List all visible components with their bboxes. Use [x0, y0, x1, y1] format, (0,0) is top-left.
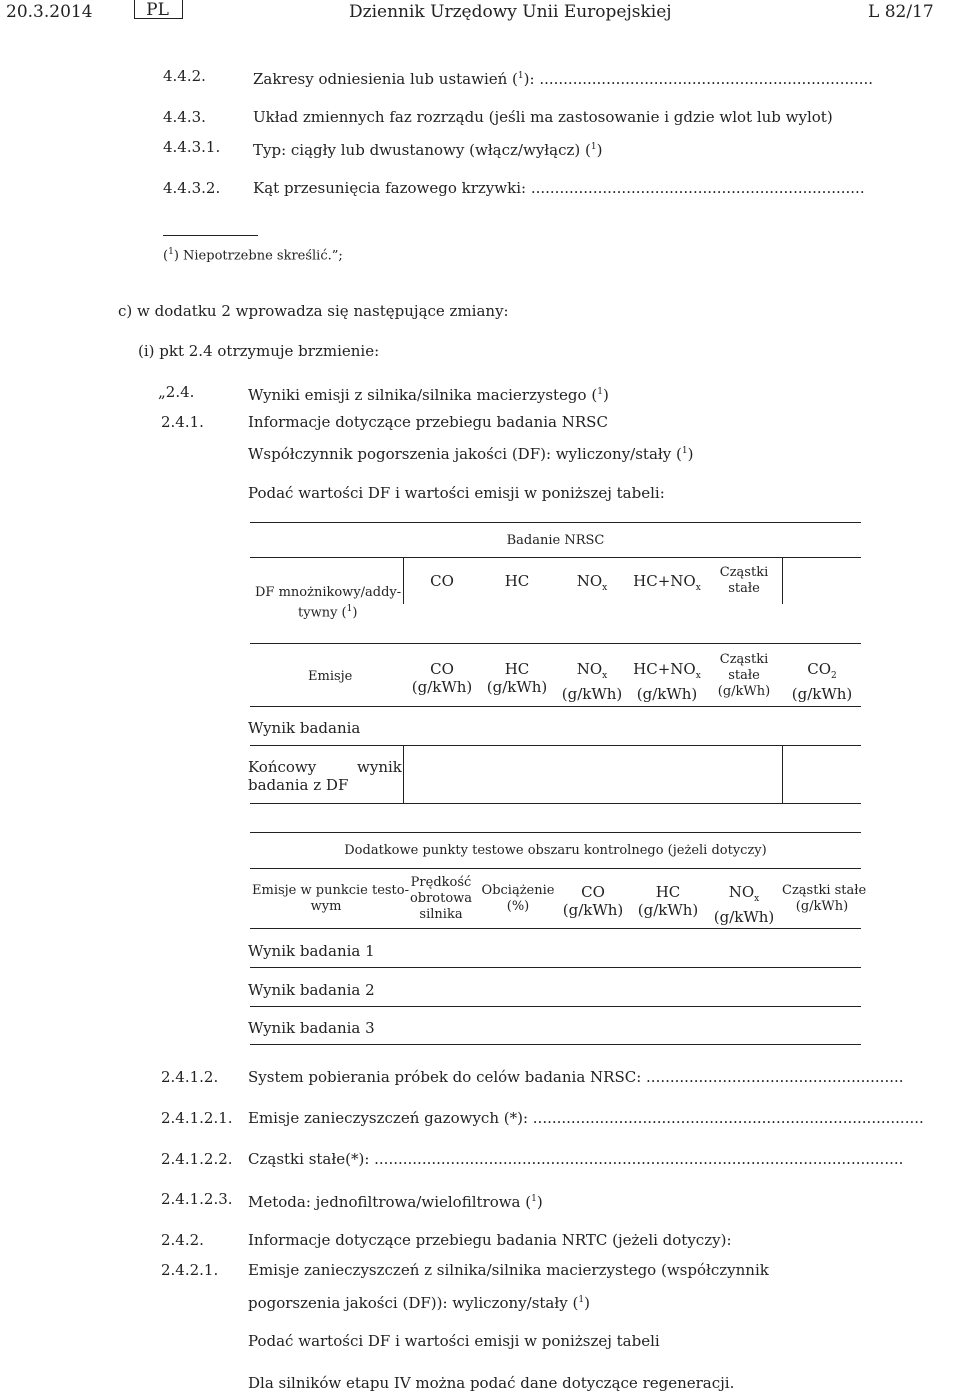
item-text: Metoda: jednofiltrowa/wielofiltrowa ($^1$) [248, 1193, 543, 1211]
t2-row: Wynik badania 3 [248, 1019, 375, 1037]
table2-rule [250, 967, 861, 968]
table1-emis-rule [250, 643, 861, 644]
emis-col-nox: $NO_x$ (g/kWh) [561, 660, 623, 703]
row-test-result: Wynik badania [248, 719, 361, 737]
amendment-i: (i) pkt 2.4 otrzymuje brzmienie: [138, 342, 380, 360]
df-label: tywny ($^1$) [298, 604, 358, 621]
amendment-c: c) w dodatku 2 wprowadza się następujące zmiany: [118, 302, 509, 320]
table1-divider [403, 745, 404, 803]
row-final-result: Końcowy [248, 758, 317, 776]
instruction: Podać wartości DF i wartości emisji w poniższej tabeli [248, 1332, 660, 1350]
section-title: Wyniki emisji z silnika/silnika macierzystego ($^1$) [248, 386, 609, 404]
t2-col-nox: $NO_x$ (g/kWh) [713, 883, 775, 926]
table2-bottom-rule [250, 1044, 861, 1045]
item-text: Cząstki stałe(*): ............................................................................................................... [248, 1150, 904, 1168]
item-text-continued: pogorszenia jakości (DF)): wyliczony/stały ($^1$) [248, 1294, 590, 1312]
item-number: 2.4.2. [161, 1231, 204, 1249]
footnote: ($^1$) Niepotrzebne skreślić.”; [163, 247, 343, 264]
table1-divider [782, 745, 783, 803]
t2-col-load: Obciążenie (%) [481, 883, 555, 914]
emis-col-hc: HC (g/kWh) [486, 660, 548, 696]
item-number: 2.4.1.2. [161, 1068, 219, 1086]
df-col-hc: HC [504, 572, 530, 590]
item-text: Typ: ciągły lub dwustanowy (włącz/wyłącz) ($^1$) [253, 141, 603, 159]
t2-col-co: CO (g/kWh) [562, 883, 624, 919]
language-code: PL [146, 0, 169, 20]
item-text: Emisje zanieczyszczeń z silnika/silnika macierzystego (współczynnik [248, 1261, 769, 1279]
table1-divider [782, 557, 783, 604]
table1-top-rule [250, 522, 861, 523]
item-number: 2.4.2.1. [161, 1261, 219, 1279]
journal-title: Dziennik Urzędowy Unii Europejskiej [349, 2, 672, 22]
table2-rule [250, 1006, 861, 1007]
item-text: Emisje zanieczyszczeń gazowych (*): .................................................................................. [248, 1109, 924, 1127]
table1-rule [250, 557, 861, 558]
section-number: „2.4. [158, 383, 195, 401]
t2-col-hc: HC (g/kWh) [637, 883, 699, 919]
df-col-hcnox: $HC+NO_x$ [633, 572, 701, 593]
df-label: DF mnożnikowy/addy- [255, 585, 402, 600]
row-final-result: wynik [357, 758, 402, 776]
regeneration-note: Dla silników etapu IV można podać dane dotyczące regeneracji. [248, 1374, 735, 1392]
table1-rule [250, 706, 861, 707]
item-text: Zakresy odniesienia lub ustawień ($^1$): ...................................................................... [253, 70, 874, 88]
table1-divider [403, 557, 404, 604]
item-number: 2.4.1.2.3. [161, 1190, 233, 1208]
df-col-nox: $NO_x$ [576, 572, 608, 593]
emis-col-co: CO (g/kWh) [411, 660, 473, 696]
df-line: Współczynnik pogorszenia jakości (DF): wyliczony/stały ($^1$) [248, 445, 694, 463]
item-text: System pobierania próbek do celów badania NRSC: ...................................................... [248, 1068, 904, 1086]
item-text: Kąt przesunięcia fazowego krzywki: ...................................................................... [253, 179, 865, 197]
page-reference: L 82/17 [868, 2, 934, 22]
row-final-result: badania z DF [248, 776, 349, 794]
item-number: 4.4.3.1. [163, 138, 221, 156]
table1-bottom-rule [250, 803, 861, 804]
table2-top-rule [250, 832, 861, 833]
header-date: 20.3.2014 [6, 2, 93, 22]
table1-title: Badanie NRSC [506, 533, 605, 548]
item-text: Układ zmiennych faz rozrządu (jeśli ma zastosowanie i gdzie wlot lub wylot) [253, 108, 833, 126]
df-col-co: CO [430, 572, 454, 590]
emis-col-pm: Cząstki stałe (g/kWh) [717, 652, 771, 699]
item-text: Informacje dotyczące przebiegu badania NRTC (jeżeli dotyczy): [248, 1231, 732, 1249]
emis-col-hcnox: $HC+NO_x$ (g/kWh) [633, 660, 701, 703]
section-title: Informacje dotyczące przebiegu badania NRSC [248, 413, 608, 431]
table2-rule [250, 868, 861, 869]
t2-col-pm: Cząstki stałe (g/kWh) [782, 883, 867, 914]
table1-rule [250, 745, 861, 746]
emis-col-co2: $CO_2$ (g/kWh) [791, 660, 853, 703]
item-number: 4.4.3. [163, 108, 206, 126]
instruction: Podać wartości DF i wartości emisji w poniższej tabeli: [248, 484, 665, 502]
table2-title: Dodatkowe punkty testowe obszaru kontrolnego (jeżeli dotyczy) [344, 843, 767, 858]
t2-col-speed: Prędkość obrotowa silnika [409, 875, 473, 922]
t2-col-point: Emisje w punkcie testo- wym [252, 883, 410, 914]
df-col-pm: Cząstki stałe [719, 565, 769, 596]
section-number: 2.4.1. [161, 413, 204, 431]
item-number: 2.4.1.2.2. [161, 1150, 233, 1168]
item-number: 4.4.3.2. [163, 179, 221, 197]
footnote-separator [163, 235, 258, 236]
item-number: 4.4.2. [163, 67, 206, 85]
item-number: 2.4.1.2.1. [161, 1109, 233, 1127]
t2-row: Wynik badania 1 [248, 942, 375, 960]
t2-row: Wynik badania 2 [248, 981, 375, 999]
emissions-label: Emisje [308, 669, 353, 684]
table2-rule [250, 928, 861, 929]
